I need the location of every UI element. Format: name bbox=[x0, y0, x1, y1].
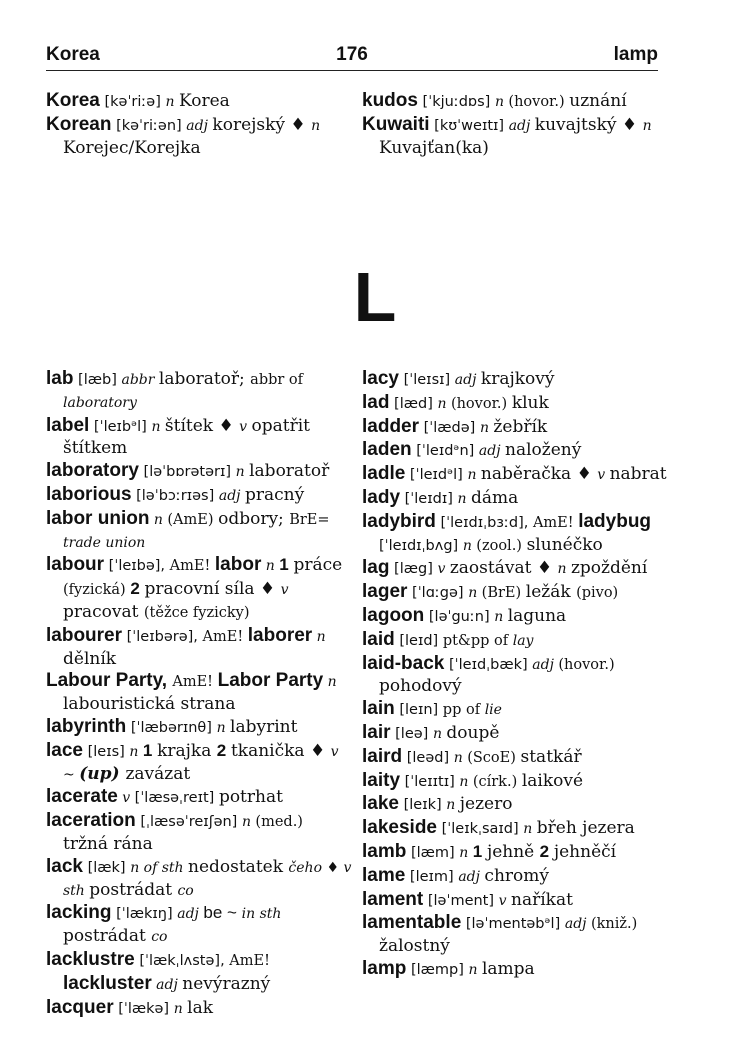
dictionary-entry bbox=[46, 508, 352, 555]
headword: laid-back bbox=[362, 652, 445, 674]
dictionary-entry bbox=[46, 786, 352, 810]
usage-note: AmE! bbox=[532, 514, 579, 531]
grammar-label: n bbox=[494, 94, 509, 110]
translation: tkanička ♦ bbox=[230, 740, 331, 761]
headword: Kuwaiti bbox=[362, 113, 430, 135]
translation: postrádat bbox=[89, 879, 178, 900]
dictionary-entry bbox=[362, 463, 668, 487]
translation: naříkat bbox=[511, 889, 573, 910]
dictionary-entry bbox=[362, 698, 668, 722]
headword: laborer bbox=[247, 624, 313, 646]
grammar-label: n of sth bbox=[130, 859, 188, 876]
pronunciation: [leəd] bbox=[402, 749, 454, 766]
dictionary-entry bbox=[46, 810, 352, 856]
dictionary-entry bbox=[362, 817, 668, 841]
usage-note: AmE! bbox=[172, 674, 218, 691]
translation: postrádat bbox=[63, 926, 152, 947]
pronunciation: [ˈleɪɪtɪ] bbox=[400, 773, 460, 790]
usage-note: (pivo) bbox=[576, 585, 619, 602]
translation: Kuvajťan(ka) bbox=[379, 137, 489, 158]
pronunciation: [læm] bbox=[406, 844, 460, 861]
pronunciation: [ləˈmentəbᵊl] bbox=[461, 916, 565, 933]
translation: dělník bbox=[63, 648, 117, 669]
usage-note: (ScoE) bbox=[467, 749, 521, 766]
grammar-label: n bbox=[312, 628, 326, 645]
dictionary-entry bbox=[362, 557, 668, 581]
grammar-label: adj bbox=[532, 656, 559, 673]
dictionary-entry bbox=[46, 625, 352, 671]
grammar-label: laboratory bbox=[63, 394, 137, 411]
pronunciation: [ˈleɪdᵊl] bbox=[405, 467, 468, 484]
headword: laden bbox=[362, 439, 412, 461]
headword: lad bbox=[362, 391, 390, 413]
headword: lady bbox=[362, 486, 401, 508]
headword: Labor Party bbox=[217, 670, 324, 692]
usage-note: AmE! bbox=[169, 558, 215, 575]
grammar-label: čeho ♦ v sth bbox=[63, 859, 352, 899]
translation: statkář bbox=[520, 746, 582, 767]
grammar-label: n bbox=[468, 961, 482, 978]
dictionary-entry bbox=[362, 841, 668, 865]
translation: ležák bbox=[525, 582, 577, 603]
translation: laikové bbox=[521, 770, 584, 791]
usage-note: (BrE) bbox=[481, 585, 526, 602]
grammar-label: n bbox=[437, 395, 451, 412]
headword: lake bbox=[362, 793, 399, 815]
grammar-label: n bbox=[235, 464, 250, 481]
usage-note: (med.) bbox=[255, 814, 303, 831]
translation: laguna bbox=[507, 605, 567, 626]
grammar-label: n bbox=[149, 511, 168, 528]
pronunciation: [leɪn] bbox=[394, 702, 443, 719]
dictionary-entry bbox=[362, 487, 668, 511]
usage-note: (těžce fyzicky) bbox=[143, 604, 250, 621]
grammar-label: n bbox=[173, 1000, 188, 1017]
usage-note: (hovor.) bbox=[508, 94, 570, 110]
dictionary-entry bbox=[46, 415, 352, 461]
dictionary-entry bbox=[46, 484, 352, 508]
phrase: (up) bbox=[79, 763, 126, 784]
pronunciation: [læd] bbox=[389, 395, 438, 412]
translation: nabrat bbox=[609, 464, 667, 485]
headword: Korea bbox=[46, 90, 100, 111]
header-last-word: lamp bbox=[613, 44, 658, 65]
pronunciation: [ˈlædə] bbox=[419, 419, 480, 436]
translation: nedostatek bbox=[188, 856, 289, 877]
dictionary-entry bbox=[46, 716, 352, 740]
dictionary-entry bbox=[46, 740, 352, 787]
grammar-label: n bbox=[323, 674, 337, 691]
grammar-label: n bbox=[311, 117, 321, 134]
dictionary-entry bbox=[362, 392, 668, 416]
pronunciation: [ˈleɪdˌbæk] bbox=[444, 656, 533, 673]
pronunciation: [ˈleɪdɪˌbʌg] bbox=[379, 537, 463, 554]
grammar-label: adj bbox=[177, 906, 204, 923]
grammar-label: v bbox=[280, 582, 289, 599]
usage-note: abbr of bbox=[250, 372, 304, 388]
grammar-label: n bbox=[467, 467, 481, 484]
grammar-label: v bbox=[498, 892, 511, 909]
headword: lair bbox=[362, 721, 391, 743]
headword: lain bbox=[362, 698, 395, 720]
grammar-label: v bbox=[597, 467, 610, 484]
dictionary-entry bbox=[362, 90, 668, 114]
headword: ladybird bbox=[362, 510, 436, 532]
usage-note: pp of bbox=[442, 702, 485, 719]
pronunciation: [læmp] bbox=[406, 961, 469, 978]
grammar-label: adj bbox=[564, 916, 591, 933]
running-header bbox=[46, 44, 658, 71]
pronunciation: [ləˈbɒrətərɪ] bbox=[138, 464, 236, 481]
dictionary-entry bbox=[362, 439, 668, 463]
translation: krajka bbox=[157, 740, 217, 761]
headword: lacking bbox=[46, 902, 112, 924]
translation: nevýrazný bbox=[182, 973, 271, 994]
translation: kluk bbox=[511, 392, 549, 413]
headword: lamentable bbox=[362, 912, 462, 934]
translation: žalostný bbox=[379, 936, 450, 957]
grammar-label: n bbox=[446, 797, 460, 814]
translation: laboratoř; bbox=[158, 369, 251, 389]
pronunciation: [kəˈriːən] bbox=[111, 117, 187, 134]
translation: laboratoř bbox=[249, 461, 330, 482]
pronunciation: [leɪm] bbox=[405, 868, 459, 885]
dictionary-entry bbox=[362, 722, 668, 746]
headword: laird bbox=[362, 745, 403, 767]
dictionary-entry bbox=[362, 889, 668, 913]
sense-number: 2 bbox=[130, 579, 145, 599]
usage-note: (círk.) bbox=[472, 773, 522, 790]
grammar-label: n bbox=[468, 585, 482, 602]
translation: zavázat bbox=[125, 763, 191, 784]
headword: lab bbox=[46, 368, 74, 389]
pronunciation: [ˈleɪsɪ] bbox=[398, 372, 455, 388]
grammar-label: adj bbox=[454, 372, 481, 388]
translation: tržná rána bbox=[63, 833, 153, 854]
grammar-label: co bbox=[151, 929, 168, 946]
grammar-label: n bbox=[479, 419, 494, 436]
grammar-label: n bbox=[457, 490, 471, 507]
grammar-label: adj bbox=[458, 868, 485, 885]
sense-number: 1 bbox=[279, 555, 294, 575]
header-first-word: Korea bbox=[46, 44, 100, 65]
grammar-label: n bbox=[453, 749, 468, 766]
pronunciation: [ˈlækɪŋ] bbox=[111, 906, 178, 923]
grammar-label: trade union bbox=[63, 534, 146, 551]
pronunciation: [ˈleɪbə], bbox=[104, 558, 170, 575]
translation: naběračka ♦ bbox=[480, 464, 598, 485]
dictionary-entry bbox=[362, 865, 668, 889]
pronunciation: [ˈleɪbərə], bbox=[122, 628, 203, 645]
pronunciation: [leɪs] bbox=[82, 743, 130, 760]
pronunciation: [ˈleɪkˌsaɪd] bbox=[437, 821, 524, 838]
pronunciation: [kʊˈweɪtɪ] bbox=[429, 117, 509, 134]
translation: potrhat bbox=[218, 787, 283, 808]
headword: labourer bbox=[46, 624, 123, 646]
headword: lacerate bbox=[46, 786, 118, 808]
translation: naložený bbox=[505, 440, 582, 461]
translation: dáma bbox=[470, 487, 519, 508]
dictionary-entry bbox=[362, 581, 668, 605]
pronunciation: [leɪk] bbox=[398, 797, 447, 814]
pronunciation: [læk] bbox=[82, 859, 131, 876]
grammar-label: n bbox=[557, 561, 571, 578]
dictionary-entry bbox=[362, 416, 668, 440]
headword: laborious bbox=[46, 483, 132, 505]
usage-note: (hovor.) bbox=[558, 656, 615, 673]
pronunciation: [ˌlæsəˈreɪʃən] bbox=[135, 814, 242, 831]
dictionary-entry bbox=[46, 902, 352, 949]
headword: ladybug bbox=[578, 510, 652, 532]
translation: uznání bbox=[569, 91, 627, 111]
dictionary-entry bbox=[46, 949, 352, 997]
grammar-label: n bbox=[494, 608, 508, 625]
headword: lamp bbox=[362, 957, 407, 979]
headword: Korean bbox=[46, 113, 112, 135]
headword: lakeside bbox=[362, 817, 437, 839]
headword: lamb bbox=[362, 840, 407, 862]
headword: lacquer bbox=[46, 996, 114, 1018]
headword: lag bbox=[362, 557, 390, 579]
dictionary-entry bbox=[46, 670, 352, 716]
grammar-label: n bbox=[261, 558, 280, 575]
translation: slunéčko bbox=[526, 534, 603, 555]
grammar-label: v bbox=[437, 561, 450, 578]
translation: labyrint bbox=[230, 716, 298, 737]
pronunciation: [læb] bbox=[73, 372, 122, 388]
grammar-label: n bbox=[165, 94, 179, 110]
dictionary-entry bbox=[362, 114, 668, 160]
dictionary-entry bbox=[362, 793, 668, 817]
pronunciation: [ˈleɪdᵊn] bbox=[411, 443, 479, 460]
dictionary-entry bbox=[362, 746, 668, 770]
sense-number: 2 bbox=[539, 841, 554, 861]
grammar-label: adj bbox=[151, 976, 183, 993]
headword: laid bbox=[362, 628, 395, 650]
dictionary-entry bbox=[362, 629, 668, 653]
headword: laceration bbox=[46, 810, 136, 832]
dictionary-entry bbox=[46, 856, 352, 903]
grammar-label: adj bbox=[478, 443, 506, 460]
dictionary-entry bbox=[362, 605, 668, 629]
dictionary-entry bbox=[362, 368, 668, 392]
headword: lace bbox=[46, 739, 83, 761]
headword: lackluster bbox=[63, 972, 152, 994]
pronunciation: [ˈlæsəˌreɪt] bbox=[134, 790, 219, 807]
translation: chromý bbox=[484, 865, 549, 886]
translation: odbory; bbox=[218, 508, 290, 529]
translation: doupě bbox=[446, 722, 500, 743]
translation: Korea bbox=[178, 91, 230, 111]
headword: lament bbox=[362, 888, 424, 910]
pronunciation: [ˈkjuːdɒs] bbox=[417, 94, 495, 110]
sense-number: 1 bbox=[142, 740, 158, 760]
usage-note: (zool.) bbox=[476, 537, 527, 554]
translation: zpoždění bbox=[570, 558, 648, 579]
headword: labor union bbox=[46, 507, 150, 529]
dictionary-entry bbox=[46, 460, 352, 484]
translation: lampa bbox=[481, 958, 535, 979]
grammar-label: lay bbox=[512, 632, 534, 649]
translation: pracovní síla ♦ bbox=[144, 579, 281, 600]
section-letter: L bbox=[353, 258, 397, 336]
grammar-label: n bbox=[216, 719, 231, 736]
translation: labouristická strana bbox=[63, 694, 236, 715]
pronunciation: [ləˈment] bbox=[423, 892, 499, 909]
pronunciation: [ˈlæbərɪnθ] bbox=[126, 719, 217, 736]
pronunciation: [ləˈguːn] bbox=[424, 608, 495, 625]
grammar-label: n bbox=[462, 537, 477, 554]
usage-note: AmE! bbox=[229, 952, 270, 969]
headword: lack bbox=[46, 855, 83, 877]
headword: Labour Party, bbox=[46, 670, 173, 692]
headword: laboratory bbox=[46, 460, 139, 482]
grammar-label: n bbox=[459, 773, 473, 790]
headword: lagoon bbox=[362, 604, 425, 626]
translation: pracovat bbox=[63, 601, 144, 622]
left-column bbox=[46, 368, 352, 1020]
dictionary-entry bbox=[46, 554, 352, 624]
translation: jezero bbox=[459, 794, 513, 815]
grammar-label: adj bbox=[186, 117, 213, 134]
translation: kuvajtský ♦ bbox=[534, 114, 643, 135]
dictionary-entry bbox=[362, 653, 668, 699]
pronunciation: [ˈleɪbᵊl] bbox=[89, 418, 152, 435]
headword: labor bbox=[214, 554, 262, 576]
grammar-label: n bbox=[151, 418, 165, 435]
grammar-label: v bbox=[239, 418, 252, 435]
translation: břeh jezera bbox=[536, 818, 635, 839]
headword: laity bbox=[362, 769, 401, 791]
grammar-label: n bbox=[459, 844, 473, 861]
translation: jehněčí bbox=[553, 841, 617, 862]
grammar-label: co bbox=[177, 882, 194, 899]
usage-note: (hovor.) bbox=[450, 395, 512, 412]
headword: lame bbox=[362, 864, 406, 886]
pronunciation: [ˈleɪdɪ] bbox=[400, 490, 458, 507]
grammar-label: n bbox=[241, 814, 256, 831]
headword: labour bbox=[46, 554, 105, 576]
top-left-column bbox=[46, 90, 352, 159]
translation: štítek ♦ bbox=[164, 415, 240, 436]
grammar-label: n bbox=[432, 725, 447, 742]
dictionary-entry bbox=[362, 958, 668, 982]
pronunciation: [ˈlækə] bbox=[113, 1000, 174, 1017]
pronunciation: [ˈleɪdɪˌbɜːd], bbox=[435, 514, 533, 531]
translation: zaostávat ♦ bbox=[449, 558, 558, 579]
usage-note: BrE= bbox=[289, 511, 330, 528]
headword: lacy bbox=[362, 368, 399, 389]
top-right-column bbox=[362, 90, 668, 159]
grammar-label: v bbox=[117, 790, 135, 807]
headword: ladder bbox=[362, 415, 420, 437]
pronunciation: [leə] bbox=[390, 725, 433, 742]
headword: ladle bbox=[362, 463, 406, 485]
right-column bbox=[362, 368, 668, 982]
translation: Korejec/Korejka bbox=[63, 137, 201, 158]
pronunciation: [ˈlækˌlʌstə], bbox=[134, 952, 230, 969]
headword: labyrinth bbox=[46, 715, 127, 737]
translation: korejský ♦ bbox=[212, 114, 312, 135]
usage-note: AmE! bbox=[202, 628, 248, 645]
translation: pohodový bbox=[379, 676, 462, 697]
headword: lager bbox=[362, 581, 408, 603]
grammar-label: v ~ bbox=[63, 743, 339, 783]
dictionary-entry bbox=[362, 912, 668, 958]
grammar-label: n bbox=[129, 743, 143, 760]
usage-note: (kniž.) bbox=[590, 916, 638, 933]
grammar-label: abbr bbox=[121, 372, 159, 388]
grammar-label: n bbox=[523, 821, 537, 838]
pronunciation: [ləˈbɔːrɪəs] bbox=[131, 487, 219, 504]
translation: pracný bbox=[244, 484, 305, 505]
dictionary-entry bbox=[46, 368, 352, 415]
usage-note: (fyzická) bbox=[63, 582, 131, 599]
pronunciation: [ˈlɑːgə] bbox=[407, 585, 469, 602]
grammar-label: adj bbox=[218, 487, 245, 504]
dictionary-entry bbox=[46, 90, 352, 114]
headword: lacklustre bbox=[46, 948, 135, 970]
sense-number: 1 bbox=[472, 841, 487, 861]
translation: jehně bbox=[486, 841, 540, 862]
headword: label bbox=[46, 414, 90, 436]
grammar-label: lie bbox=[484, 702, 502, 719]
translation: krajkový bbox=[480, 369, 555, 389]
grammar-label: adj bbox=[508, 117, 535, 134]
grammar-label: in sth bbox=[241, 906, 282, 923]
grammar-label: n bbox=[642, 117, 652, 134]
translation: lak bbox=[187, 997, 214, 1018]
pronunciation: [kəˈriːə] bbox=[99, 94, 166, 110]
pronunciation: [leɪd] bbox=[394, 632, 443, 649]
dictionary-entry bbox=[362, 770, 668, 794]
translation: práce bbox=[293, 555, 343, 576]
pronunciation: [læg] bbox=[389, 561, 438, 578]
usage-note: pt&pp of bbox=[442, 632, 513, 649]
headword: kudos bbox=[362, 90, 418, 111]
page-number: 176 bbox=[336, 44, 368, 65]
dictionary-entry bbox=[46, 114, 352, 160]
dictionary-entry bbox=[46, 997, 352, 1021]
sense-number: 2 bbox=[216, 740, 231, 760]
translation: žebřík bbox=[493, 416, 548, 437]
translation: opatřit štítkem bbox=[63, 415, 310, 459]
dictionary-entry bbox=[362, 511, 668, 558]
usage-note: (AmE) bbox=[167, 511, 219, 528]
phrase: be ~ bbox=[203, 903, 242, 923]
